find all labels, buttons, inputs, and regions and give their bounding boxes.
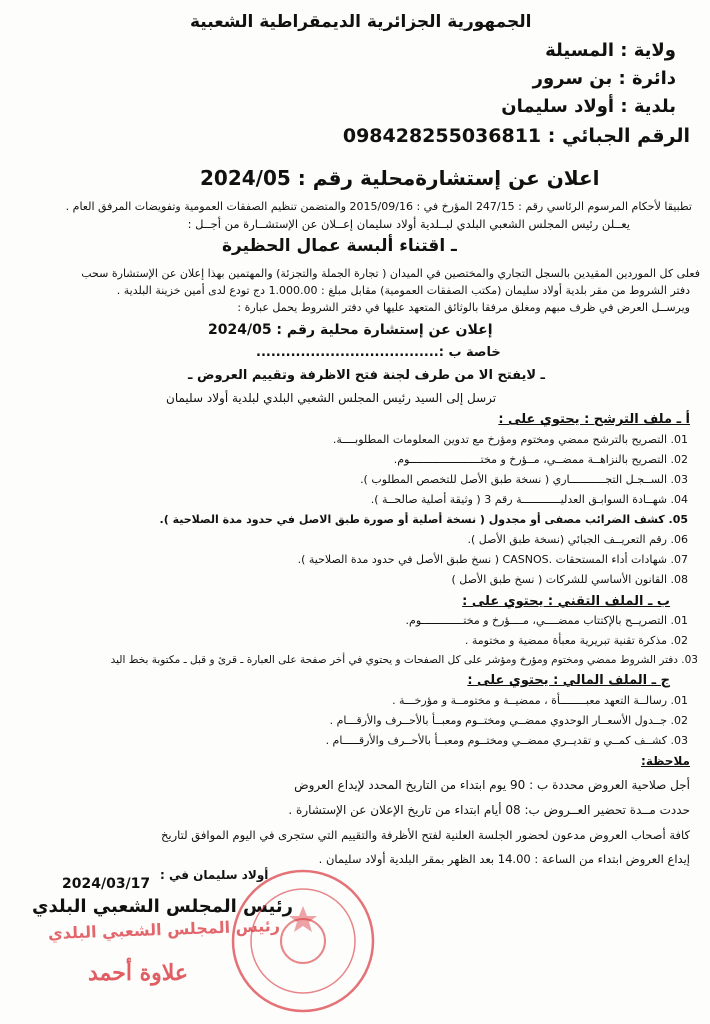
- list-item: 05. كشف الضرائب مصفى أو مجدول ( نسخة أصلية أو صورة طبق الاصل في حدود مدة الصلاحية ).: [159, 513, 688, 526]
- handwritten-signature: علاوة أحمد: [88, 960, 189, 986]
- official-seal-icon: [228, 866, 378, 1016]
- list-item: 06. رقم التعريــف الجبائي (نسخة طبق الأصل ).: [467, 533, 688, 546]
- wilaya-line: ولاية : المسيلة: [545, 40, 676, 61]
- stamp-text: رئيس المجلس الشعبي البلدي: [47, 915, 281, 944]
- note-line: إيداع العروض ابتداء من الساعة : 14.00 بعد الظهر بمقر البلدية أولاد سليمان .: [318, 852, 690, 866]
- section-b-title: ب ـ الملف التقني : يحتوي على :: [462, 594, 670, 609]
- paragraph-line: ويرســل العرض في ظرف مبهم ومغلق مرفقا بالوثائق المتعهد عليها في دفتر الشروط يحمل عبارة :: [237, 301, 690, 314]
- list-item: 02. جــدول الأسعــار الوحدوي ممضــي ومختــوم ومعبــأ بالأحــرف والأرقـــام .: [329, 714, 688, 727]
- note-line: حددت مــدة تحضير العــروض ب: 08 أيام ابتداء من تاريخ الإعلان عن الإستشارة .: [288, 803, 690, 817]
- section-c-title: ج ـ الملف المالي : يحتوي على :: [467, 673, 670, 688]
- list-item: 03. كشــف كمــي و تقديــري ممضــي ومختــوم ومعبــأ بالأحــرف والأرقـــــام .: [325, 734, 688, 747]
- section-a-title: أ ـ ملف الترشح : يحتوي على :: [498, 412, 690, 427]
- paragraph-line: فعلى كل الموردين المقيدين بالسجل التجاري والمختصين في الميدان ( تجارة الجملة والتجزئة) والمهتمين بهذا إعلان عن الإستشارة سحب: [81, 267, 700, 280]
- paragraph-line: دفتر الشروط من مقر بلدية أولاد سليمان (مكتب الصفقات العمومية) مقابل مبلغ : 1.000.00 دج تودع لدى أمين خزينة البلدية .: [116, 284, 690, 297]
- consultation-ref: إعلان عن إستشارة محلية رقم : 2024/05: [208, 322, 493, 338]
- republic-heading: الجمهورية الجزائرية الديمقراطية الشعبية: [190, 12, 532, 32]
- tax-number: الرقم الجبائي : 098428255036811: [342, 125, 690, 147]
- commune-line: بلدية : أولاد سليمان: [501, 96, 676, 117]
- list-item: 07. شهادات أداء المستحقات .CASNOS ( نسخ طبق الأصل في حدود مدة الصلاحية ).: [297, 553, 688, 566]
- list-item: 01. التصريــح بالإكتتاب ممضــــي، مــــؤرخ و مختـــــــــــــوم.: [405, 614, 688, 627]
- list-item: 08. القانون الأساسي للشركات ( نسخ طبق الأصل ): [451, 573, 688, 586]
- list-item: 03. دفتر الشروط ممضي ومختوم ومؤرخ ومؤشر على كل الصفحات و يحتوي في أخر صفحة على العبارة ـ قرئ و قبل ـ مكتوبة بخط اليد: [110, 654, 698, 666]
- signatory-title: رئيس المجلس الشعبي البلدي: [32, 896, 293, 917]
- object-title: ـ اقتناء ألبسة عمال الحظيرة: [222, 236, 457, 256]
- do-not-open-line: ـ لايفتح الا من طرف لجنة فتح الاظرفة وتقييم العروض ـ: [188, 368, 546, 383]
- announce-line: يعــلن رئيس المجلس الشعبي البلدي لبــلدية أولاد سليمان إعــلان عن الإستشــارة من أجــل :: [187, 217, 630, 231]
- list-item: 04. شهــادة السوابـق العدليــــــــــــة رقم 3 ( وثيقة أصلية صالحــة ).: [370, 493, 688, 506]
- send-to-line: ترسل إلى السيد رئيس المجلس الشعبي البلدي لبلدية أولاد سليمان: [166, 391, 497, 405]
- announcement-title: اعلان عن إستشارةمحلية رقم : 2024/05: [200, 166, 600, 190]
- daira-line: دائرة : بن سرور: [532, 68, 676, 89]
- notes-title: ملاحظة:: [641, 754, 690, 768]
- special-for-line: خاصة ب :.....................................: [256, 345, 501, 360]
- list-item: 01. التصريح بالترشح ممضي ومختوم ومؤرخ مع تدوين المعلومات المطلوبــــة.: [332, 433, 688, 446]
- document-date: 2024/03/17: [62, 876, 151, 892]
- note-line: أجل صلاحية العروض محددة ب : 90 يوم ابتداء من التاريخ المحدد لإيداع العروض: [294, 778, 690, 792]
- note-line: كافة أصحاب العروض مدعون لحضور الجلسة العلنية لفتح الأظرفة والتقييم التي ستجرى في اليوم الموافق لتاريخ: [160, 828, 690, 842]
- decree-line: تطبيقا لأحكام المرسوم الرئاسي رقم : 247/15 المؤرخ في : 2015/09/16 والمتضمن تنظيم الصفقات العمومية وتفويضات المرفق العام .: [65, 200, 692, 213]
- place-label: أولاد سليمان في :: [160, 868, 269, 882]
- list-item: 02. مذكرة تقنية تبريرية معبأة ممضية و مختومة .: [464, 634, 688, 647]
- list-item: 03. الســجـل التجـــــــــــاري ( نسخة طبق الأصل للتخصص المطلوب ).: [360, 473, 688, 486]
- list-item: 02. التصريح بالنزاهــة ممضــي، مــؤرخ و مختــــــــــــــــــــــوم.: [393, 453, 688, 466]
- list-item: 01. رسالــة التعهد معبــــــــأة ، ممضيــة و مختومــة و مؤرخـــة .: [392, 694, 688, 707]
